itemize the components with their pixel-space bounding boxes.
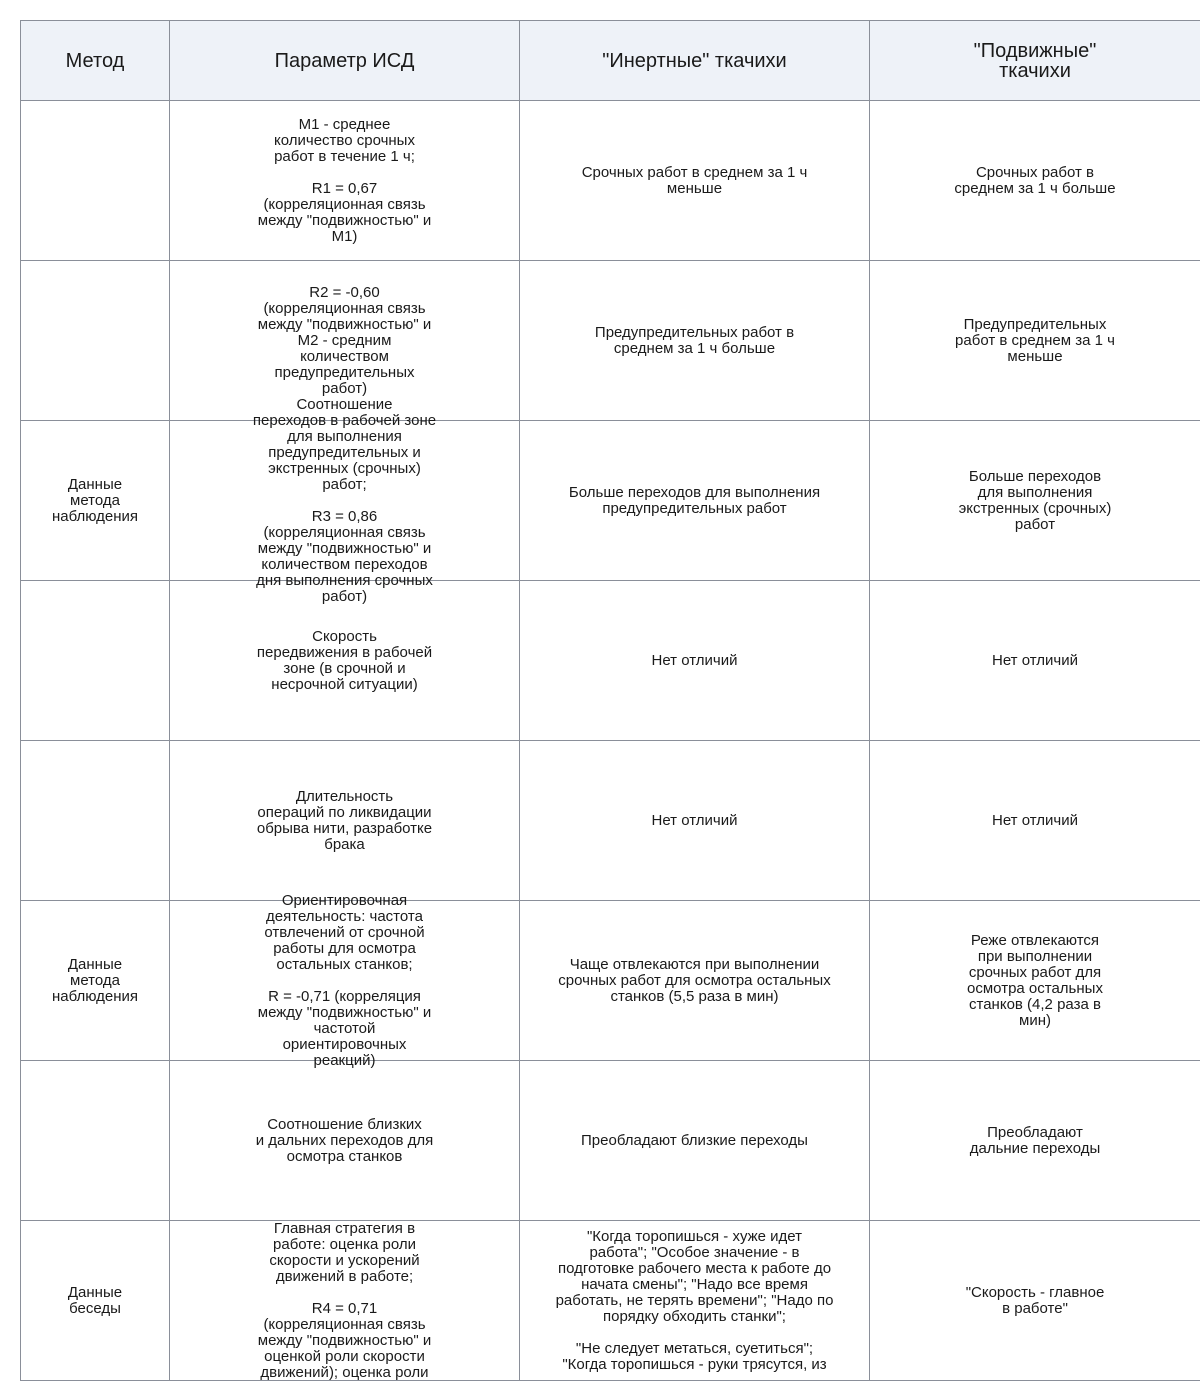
inert-cell [520, 1061, 870, 1221]
mobile-text: Больше переходов для выполнения экстренных (срочных) работ [958, 467, 1112, 533]
method-cell [20, 1061, 170, 1221]
header-cell-parameter [170, 20, 520, 101]
method-cell [20, 261, 170, 421]
inert-text: Нет отличий [651, 811, 738, 829]
mobile-text: Предупредительных работ в среднем за 1 ч меньше [955, 315, 1115, 365]
mobile-text: "Скорость - главное в работе" [965, 1283, 1105, 1317]
inert-cell [520, 421, 870, 581]
mobile-cell [870, 1221, 1200, 1381]
inert-cell [520, 1221, 870, 1381]
parameter-cell [170, 395, 520, 605]
mobile-text: Реже отвлекаются при выполнении срочных работ для осмотра остальных станков (4,2 раза в мин) [967, 931, 1103, 1029]
inert-text: Нет отличий [651, 651, 738, 669]
parameter-cell [170, 581, 520, 741]
inert-text: Срочных работ в среднем за 1 ч меньше [581, 163, 808, 197]
mobile-cell [870, 101, 1200, 261]
parameter-cell [170, 1221, 520, 1381]
parameter-text: Соотношение переходов в рабочей зоне для выполнения предупредительных и экстренных (срочных) работ; R3 = 0,86 (корреляционная связь между "подвижностью" и количеством переходов дня выполнения срочных работ) [252, 395, 437, 605]
header-label: Метод [65, 49, 125, 72]
inert-cell [520, 741, 870, 901]
mobile-cell [870, 901, 1200, 1061]
header-label: Параметр ИСД [274, 49, 415, 72]
mobile-cell [870, 421, 1200, 581]
inert-cell [520, 261, 870, 421]
method-text: Данные беседы [67, 1283, 123, 1317]
method-text: Данные метода наблюдения [51, 475, 139, 525]
method-cell [20, 901, 170, 1061]
parameter-cell [170, 741, 520, 901]
parameter-text: Скорость передвижения в рабочей зоне (в срочной и несрочной ситуации) [256, 627, 433, 693]
parameter-cell [170, 101, 520, 261]
inert-cell [520, 101, 870, 261]
mobile-text: Нет отличий [992, 811, 1078, 829]
parameter-text: Длительность операций по ликвидации обрыва нити, разработке брака [256, 787, 433, 853]
method-cell [20, 581, 170, 741]
parameter-cell [170, 1061, 520, 1221]
inert-text: "Когда торопишься - хуже идет работа"; "Особое значение - в подготовке рабочего места к работе до начата смены"; "Надо все время работать, не терять времени"; "Надо по порядку обходить станки"; "Не следует метаться, суетиться"; "Когда торопишься - руки трясутся, из [555, 1227, 834, 1373]
inert-cell [520, 581, 870, 741]
header-label: "Инертные" ткачихи [602, 49, 787, 72]
mobile-text: Срочных работ в среднем за 1 ч больше [954, 163, 1116, 197]
mobile-text: Преобладают дальние переходы [969, 1123, 1101, 1157]
parameter-text: R2 = -0,60 (корреляционная связь между "подвижностью" и М2 - средним количеством предупредительных работ) [257, 283, 432, 397]
inert-text: Предупредительных работ в среднем за 1 ч больше [594, 323, 795, 357]
method-cell [20, 421, 170, 581]
mobile-cell [870, 741, 1200, 901]
parameter-cell [170, 891, 520, 1069]
inert-text: Больше переходов для выполнения предупредительных работ [568, 483, 821, 517]
inert-cell [520, 901, 870, 1061]
header-cell-method [20, 20, 170, 101]
parameter-text: Главная стратегия в работе: оценка роли скорости и ускорений движений в работе; R4 = 0,71 (корреляционная связь между "подвижностью" и оценкой роли скорости движений); оценка роли [257, 1219, 432, 1381]
header-label: "Подвижные" ткачихи [973, 39, 1097, 82]
method-text: Данные метода наблюдения [51, 955, 139, 1005]
method-cell [20, 101, 170, 261]
method-cell [20, 741, 170, 901]
header-cell-inert [520, 20, 870, 101]
mobile-cell [870, 261, 1200, 421]
mobile-text: Нет отличий [992, 651, 1078, 669]
header-cell-mobile [870, 20, 1200, 101]
parameter-text: М1 - среднее количество срочных работ в течение 1 ч; R1 = 0,67 (корреляционная связь между "подвижностью" и М1) [257, 115, 432, 245]
mobile-cell [870, 1061, 1200, 1221]
method-cell [20, 1221, 170, 1381]
parameter-text: Ориентировочная деятельность: частота отвлечений от срочной работы для осмотра остальных станков; R = -0,71 (корреляция между "подвижностью" и частотой ориентировочных реакций) [257, 891, 432, 1069]
table-header-row [20, 20, 1200, 101]
parameter-text: Соотношение близких и дальних переходов для осмотра станков [255, 1115, 434, 1165]
mobile-cell [870, 581, 1200, 741]
inert-text: Преобладают близкие переходы [581, 1131, 808, 1149]
inert-text: Чаще отвлекаются при выполнении срочных работ для осмотра остальных станков (5,5 раза в мин) [558, 955, 831, 1005]
